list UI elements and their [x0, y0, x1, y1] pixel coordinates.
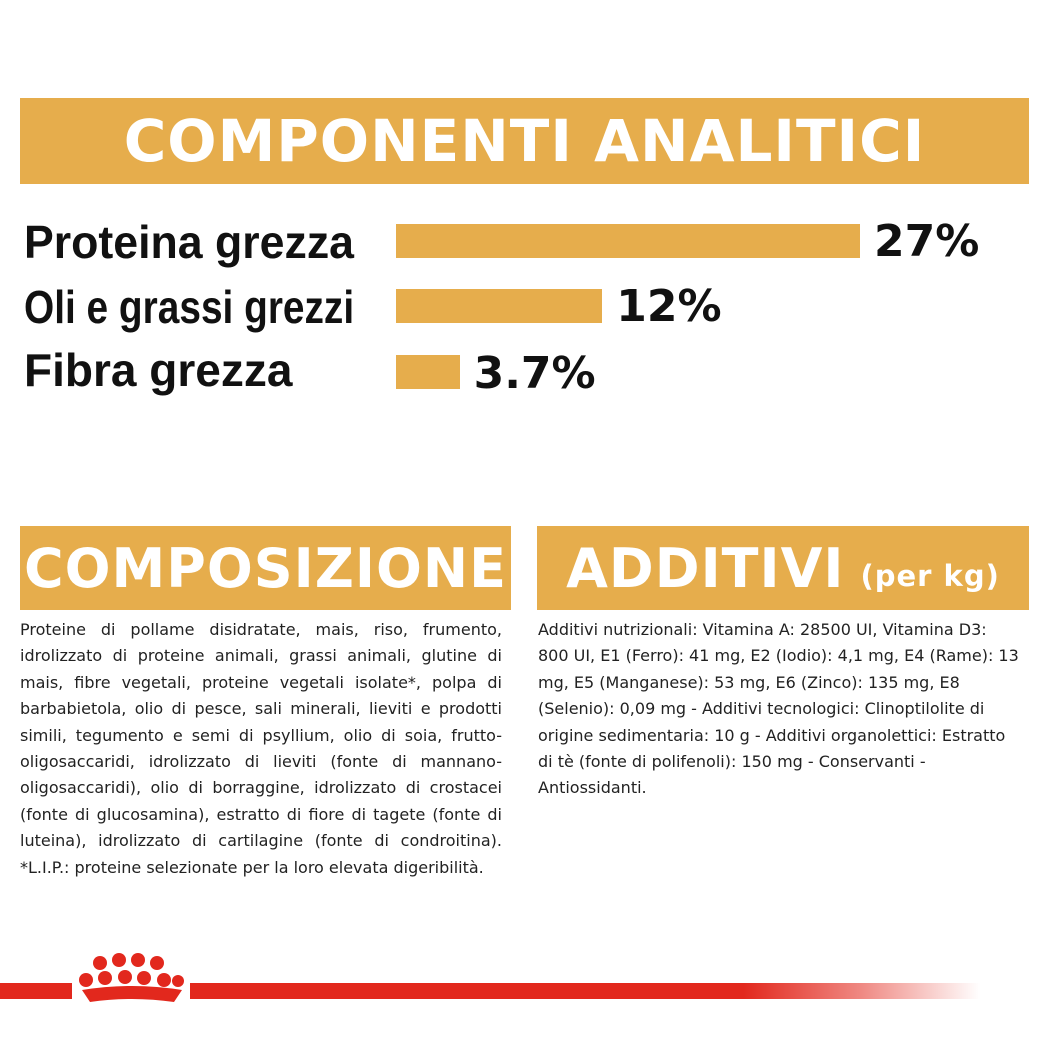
- additives-banner: [537, 526, 1029, 610]
- bar-fats: [396, 289, 602, 323]
- footer-stripe-right: [190, 983, 980, 999]
- composition-banner: [20, 526, 511, 610]
- composition-text: Proteine di pollame disidratate, mais, riso, frumento, idrolizzato di proteine animali, grassi animali, glutine di mais, fibre vegetali, proteine vegetali isolate*, polpa di barbabietola, olio di pesce, sali minerali, lieviti e prodotti simili, tegumento e semi di psyllium, olio di soia, frutto-oligosaccaridi, idrolizzato di lieviti (fonte di mannano-oligosaccaridi), olio di borraggine, idrolizzato di crostacei (fonte di glucosamina), estratto di fiore di tagete (fonte di luteina), idrolizzato di cartilagine (fonte di condroitina). *L.I.P.: proteine selezionate per la loro elevata digeribilità.: [20, 620, 502, 877]
- crown-icon: [74, 952, 190, 1012]
- analytic-components-title: COMPONENTI ANALITICI: [123, 107, 926, 175]
- footer-stripe-left: [0, 983, 72, 999]
- additives-title: ADDITIVI: [566, 536, 845, 600]
- bar-protein: [396, 224, 860, 258]
- row-label-fiber: Fibra grezza: [24, 344, 293, 396]
- value-protein: 27%: [874, 216, 980, 267]
- analytic-components-banner: [20, 98, 1029, 184]
- value-fats: 12%: [616, 281, 722, 332]
- row-label-fats: Oli e grassi grezzi: [24, 281, 355, 333]
- composition-title: COMPOSIZIONE: [24, 536, 507, 600]
- bar-fiber: [396, 355, 460, 389]
- additives-text: Additivi nutrizionali: Vitamina A: 28500 UI, Vitamina D3: 800 UI, E1 (Ferro): 41 mg, E2 (Iodio): 4,1 mg, E4 (Rame): 13 mg, E5 (Manganese): 53 mg, E6 (Zinco): 135 mg, E8 (Selenio): 0,09 mg - Additivi tecnologici: Clinoptilolite di origine sedimentaria: 10 g - Additivi organolettici: Estratto di tè (fonte di polifenoli): 150 mg - Conservanti - Antiossidanti.: [538, 620, 1019, 798]
- additives-unit: (per kg): [860, 559, 1000, 593]
- row-label-protein: Proteina grezza: [24, 216, 354, 268]
- value-fiber: 3.7%: [473, 348, 596, 399]
